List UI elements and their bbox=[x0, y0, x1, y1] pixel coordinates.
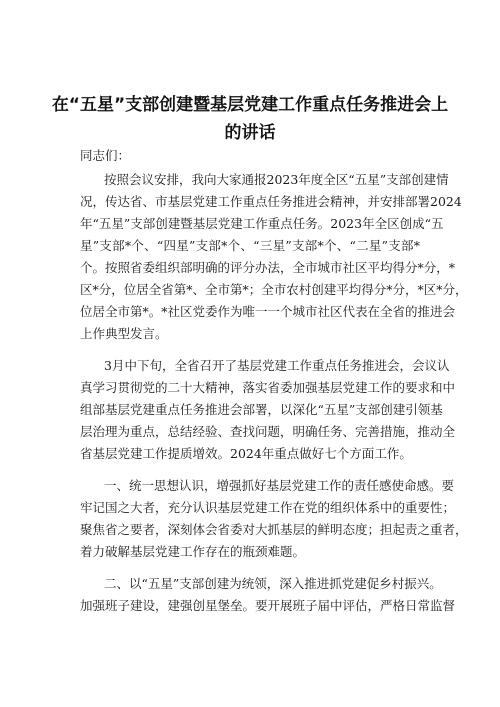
document-title-line-2: 的讲话 bbox=[224, 123, 276, 143]
paragraph-2-line-2: 真学习贯彻党的二十大精神，落实省委加强基层党建工作的要求和中 bbox=[80, 380, 456, 395]
paragraph-1-line-5: 个。按照省委组织部明确的评分办法，全市城市社区平均得分*分，* bbox=[80, 260, 456, 275]
paragraph-2-line-4: 层治理为重点，总结经验、查找问题，明确任务、完善措施，推动全 bbox=[80, 424, 456, 439]
paragraph-4-line-1: 二、以“五星”支部创建为统领，深入推进抓党建促乡村振兴。 bbox=[104, 576, 442, 591]
paragraph-4-line-2: 加强班子建设，建强创星堡垒。要开展班子届中评估，严格日常监督 bbox=[80, 598, 456, 613]
paragraph-1-line-8: 上作典型发言。 bbox=[80, 326, 168, 341]
document-title-line-1: 在“五星”支部创建暨基层党建工作重点任务推进会上 bbox=[51, 95, 449, 115]
paragraph-2-line-5: 省基层党建工作提质增效。2024年重点做好七个方面工作。 bbox=[80, 446, 412, 461]
paragraph-2-line-1: 3月中下旬，全省召开了基层党建工作重点任务推进会，会议认 bbox=[104, 358, 450, 373]
paragraph-3-line-4: 着力破解基层党建工作存在的瓶颈难题。 bbox=[80, 544, 306, 559]
paragraph-3-line-3: 聚焦省之要者，深刻体会省委对大抓基层的鲜明态度；担起责之重者， bbox=[80, 522, 468, 537]
paragraph-2-line-3: 组部基层党建重点任务推进会部署，以深化“五星”支部创建引领基 bbox=[80, 402, 443, 417]
paragraph-1-line-6: 区*分，位居全省第*、全市第*；全市农村创建平均得分*分，*区*分， bbox=[80, 282, 468, 297]
paragraph-3-line-1: 一、统一思想认识，增强抓好基层党建工作的责任感使命感。要 bbox=[104, 478, 455, 493]
paragraph-1-line-2: 况，传达省、市基层党建工作重点任务推进会精神，并安排部署2024 bbox=[80, 194, 462, 209]
paragraph-1-line-1: 按照会议安排，我向大家通报2023年度全区“五星”支部创建情 bbox=[104, 172, 449, 187]
paragraph-1-line-7: 位居全市第*。*社区党委作为唯一一个城市社区代表在全省的推进会 bbox=[80, 304, 456, 319]
paragraph-3-line-2: 牢记国之大者，充分认识基层党建工作在党的组织体系中的重要性； bbox=[80, 500, 456, 515]
paragraph-1-line-4: 星”支部*个、“四星”支部*个、“三星”支部*个、“二星”支部* bbox=[80, 238, 420, 253]
salutation: 同志们： bbox=[80, 148, 131, 163]
paragraph-1-line-3: 年“五星”支部创建暨基层党建工作重点任务。2023年全区创成“五 bbox=[80, 216, 444, 231]
